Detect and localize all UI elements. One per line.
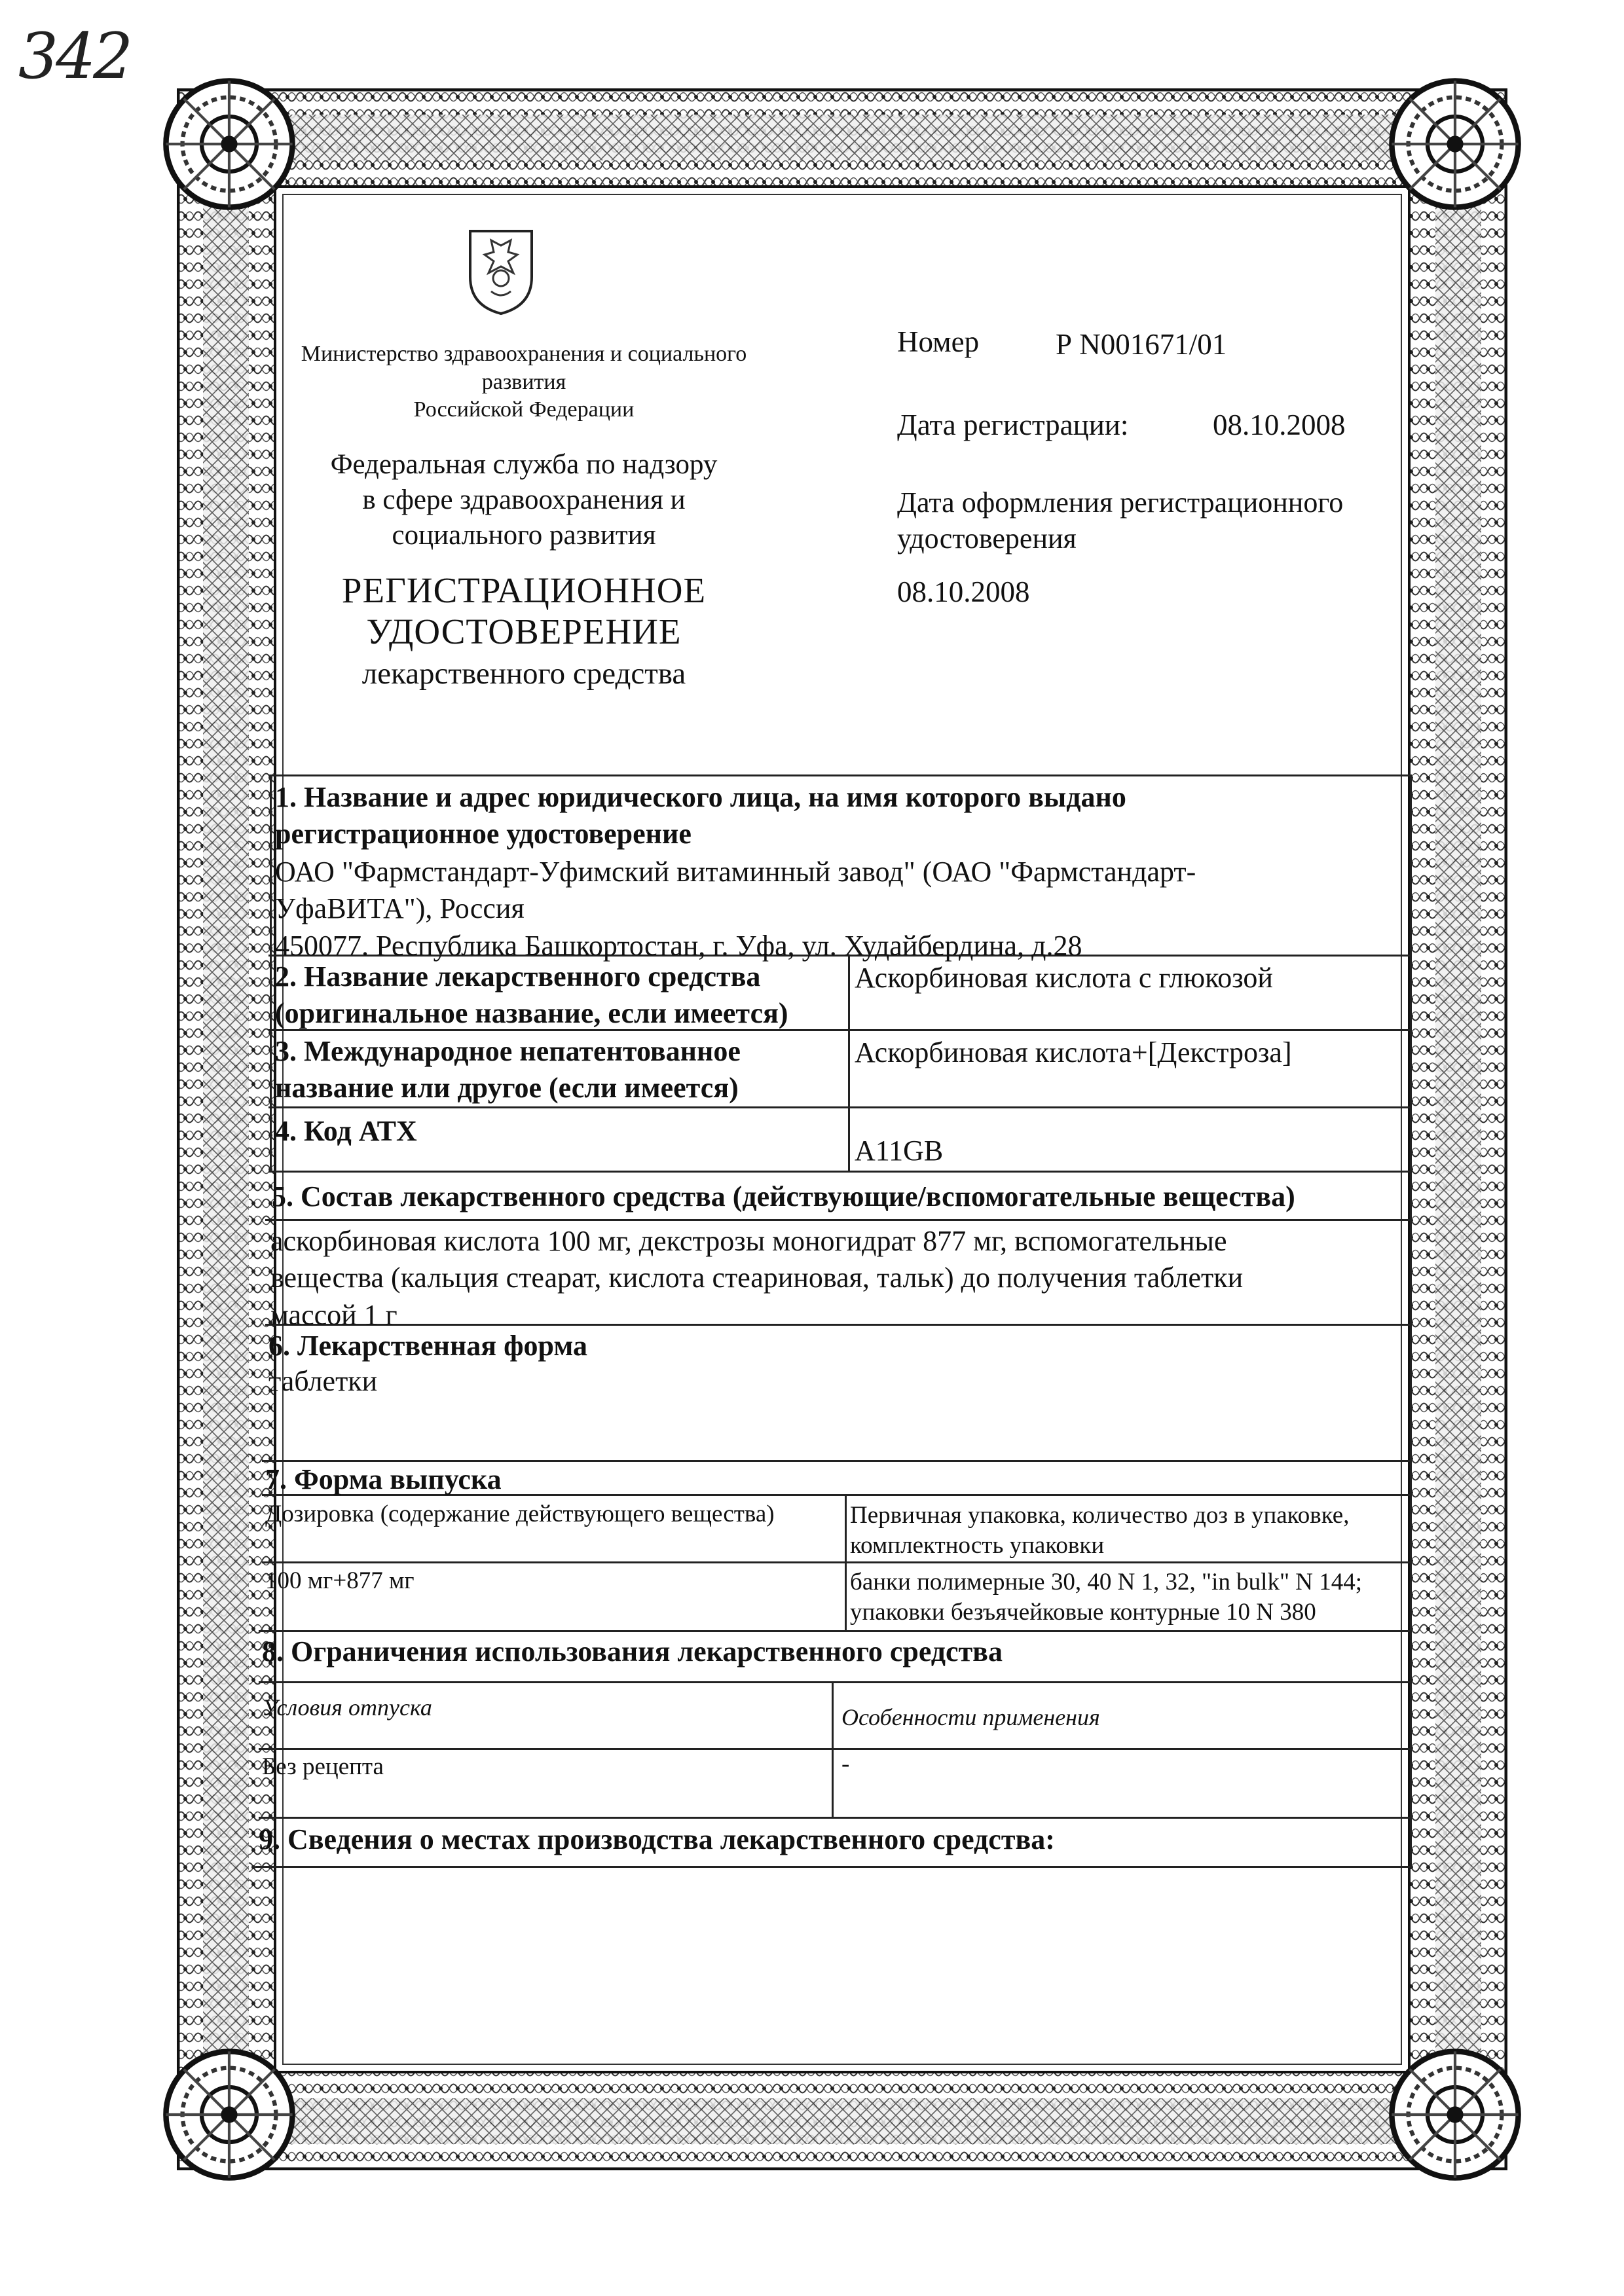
section-7-packaging-value: банки полимерные 30, 40 N 1, 32, "in bulk" N 144; упаковки безъячейковые контурные 10 N 380 xyxy=(850,1569,1363,1626)
document-title: РЕГИСТРАЦИОННОЕ УДОСТОВЕРЕНИЕ xyxy=(341,570,707,652)
section-5-title: 5. Состав лекарственного средства (действующие/вспомогательные вещества) xyxy=(272,1180,1295,1212)
section-3-title: 3. Международное непатентованное название или другое (если имеется) xyxy=(275,1035,741,1104)
section-8-dispensing-header: Условия отпуска xyxy=(262,1694,432,1721)
coat-of-arms-icon xyxy=(465,226,537,318)
federal-service-name: Федеральная служба по надзору в сфере здравоохранения и социального развития xyxy=(330,449,718,551)
section-4-title: 4. Код АТХ xyxy=(275,1115,417,1147)
registration-date-value: 08.10.2008 xyxy=(1213,409,1346,441)
registration-date-label: Дата регистрации: xyxy=(897,409,1129,441)
ministry-name: Министерство здравоохранения и социального развития Российской Федерации xyxy=(301,342,747,422)
section-7-title: 7. Форма выпуска xyxy=(265,1463,502,1495)
section-8-dispensing-value: Без рецепта xyxy=(262,1753,384,1780)
corner-rosette-top-right xyxy=(1386,75,1524,213)
section-2-title: 2. Название лекарственного средства (оригинальное название, если имеется) xyxy=(275,960,788,1030)
document-subtitle: лекарственного средства xyxy=(361,657,686,691)
section-3-value: Аскорбиновая кислота+[Декстроза] xyxy=(855,1036,1292,1068)
section-2-value: Аскорбиновая кислота с глюкозой xyxy=(855,962,1273,994)
section-1-text: ОАО "Фармстандарт-Уфимский витаминный завод" (ОАО "Фармстандарт- УфаВИТА"), Россия 450077. Республика Башкортостан, г. Уфа, ул. Худайбердина, д.28 xyxy=(275,856,1196,962)
section-8-title: 8. Ограничения использования лекарственного средства xyxy=(262,1635,1003,1667)
corner-rosette-bottom-left xyxy=(160,2046,298,2183)
corner-rosette-top-left xyxy=(160,75,298,213)
section-6-value: таблетки xyxy=(268,1365,378,1397)
number-label: Номер xyxy=(897,325,980,358)
corner-rosette-bottom-right xyxy=(1386,2046,1524,2183)
section-1-title: 1. Название и адрес юридического лица, на имя которого выдано регистрационное удостоверение xyxy=(275,781,1126,850)
section-6-title: 6. Лекарственная форма xyxy=(268,1330,588,1362)
section-5-text: аскорбиновая кислота 100 мг, декстрозы моногидрат 877 мг, вспомогательные вещества (кальция стеарат, кислота стеариновая, тальк) до получения таблетки массой 1 г xyxy=(270,1225,1244,1331)
issue-date-value: 08.10.2008 xyxy=(897,575,1030,608)
section-7-dosage-header: Дозировка (содержание действующего вещества) xyxy=(265,1501,775,1527)
section-9-title: 9. Сведения о местах производства лекарственного средства: xyxy=(259,1823,1055,1855)
section-7-packaging-header: Первичная упаковка, количество доз в упаковке, комплектность упаковки xyxy=(850,1502,1350,1559)
page-number: 342 xyxy=(18,20,131,93)
section-7-dosage-value: 100 мг+877 мг xyxy=(265,1567,415,1594)
section-8-features-header: Особенности применения xyxy=(841,1704,1100,1730)
section-8-features-value: - xyxy=(841,1751,850,1777)
section-4-value: A11GB xyxy=(855,1135,944,1167)
issue-date-label: Дата оформления регистрационного удостоверения xyxy=(897,486,1344,555)
number-value: Р N001671/01 xyxy=(1056,328,1227,361)
